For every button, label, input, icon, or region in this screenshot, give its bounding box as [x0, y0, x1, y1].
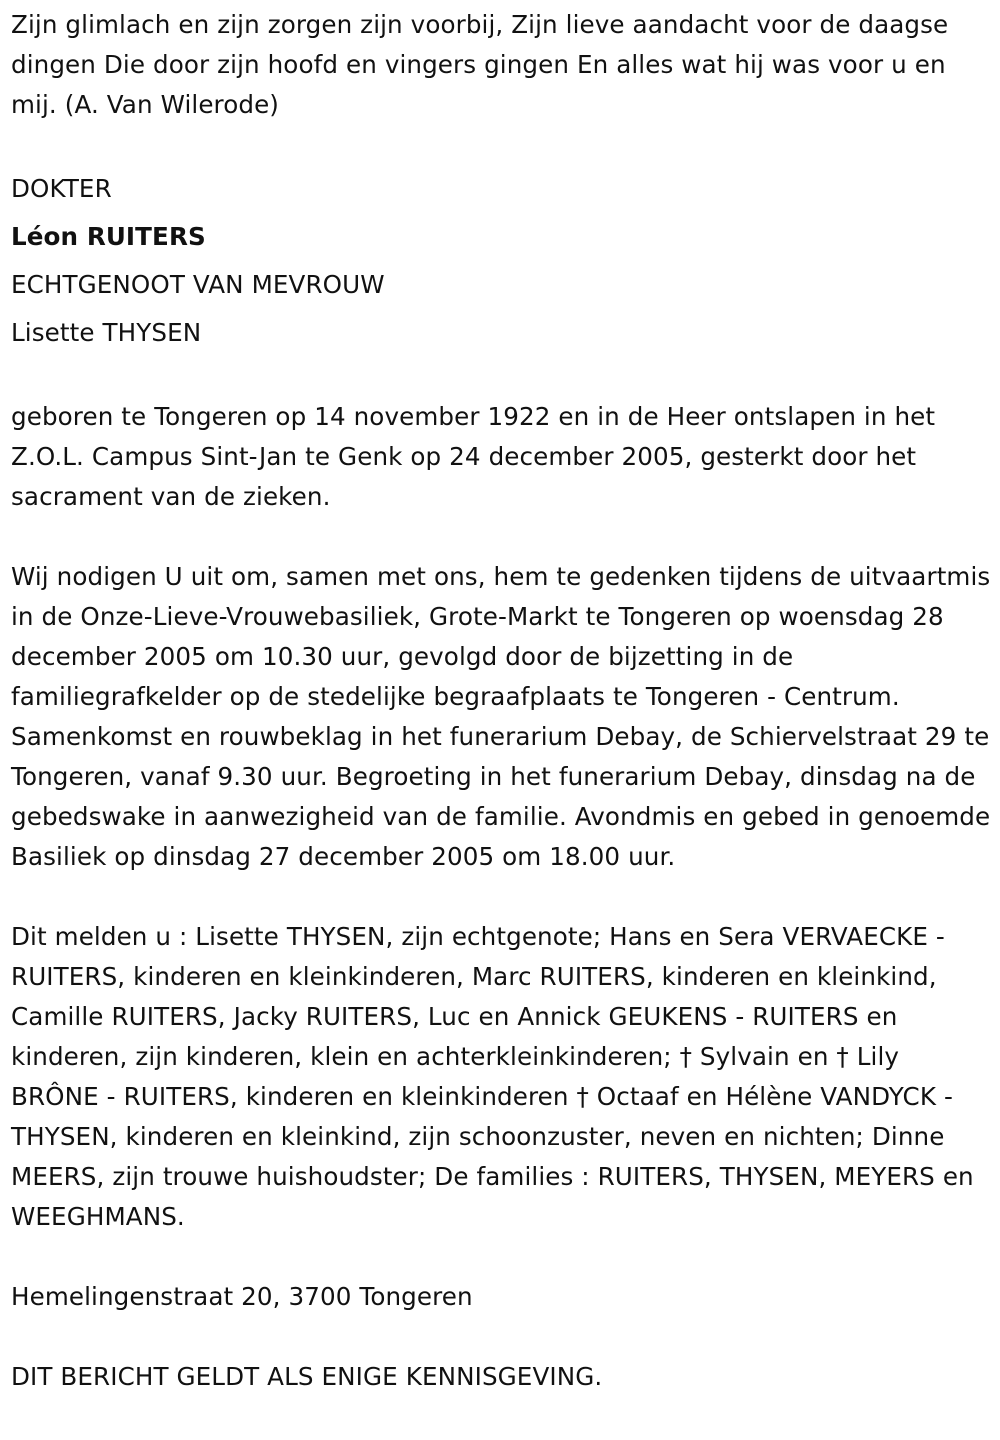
deceased-name: Léon RUITERS [11, 222, 206, 251]
spacer [11, 357, 991, 397]
spacer [11, 877, 991, 917]
title-block [11, 165, 991, 357]
spacer [11, 125, 991, 165]
obituary-document [11, 5, 991, 1397]
birth-death-paragraph: geboren te Tongeren op 14 november 1922 en in de Heer ontslapen in het Z.O.L. Campus Sint-Jan te Genk op 24 december 2005, gesterkt door het sacrament van de zieken. [11, 402, 936, 511]
family-paragraph: Dit melden u : Lisette THYSEN, zijn echtgenote; Hans en Sera VERVAECKE - RUITERS, kinderen en kleinkinderen, Marc RUITERS, kinderen en kleinkind, Camille RUITERS, Jacky RUITERS, Luc en Annick GEUKENS - RUITERS en kinderen, zijn kinderen, klein en achterkleinkinderen; † Sylvain en † Lily BRÔNE - RUITERS, kinderen en kleinkinderen † Octaaf en Hélène VANDYCK - THYSEN, kinderen en kleinkind, zijn schoonzuster, neven en nichten; Dinne MEERS, zijn trouwe huishoudster; De families : RUITERS, THYSEN, MEYERS en WEEGHMANS. [11, 922, 974, 1231]
poem-quote: Zijn glimlach en zijn zorgen zijn voorbij, Zijn lieve aandacht voor de daagse dingen Die door zijn hoofd en vingers gingen En alles wat hij was voor u en mij. (A. Van Wilerode) [11, 10, 949, 119]
address-line: Hemelingenstraat 20, 3700 Tongeren [11, 1282, 473, 1311]
invitation-paragraph: Wij nodigen U uit om, samen met ons, hem te gedenken tijdens de uitvaartmis in de Onze-Lieve-Vrouwebasiliek, Grote-Markt te Tongeren op woensdag 28 december 2005 om 10.30 uur, gevolgd door de bijzetting in de familiegrafkelder op de stedelijke begraafplaats te Tongeren - Centrum. Samenkomst en rouwbeklag in het funerarium Debay, de Schiervelstraat 29 te Tongeren, vanaf 9.30 uur. Begroeting in het funerarium Debay, dinsdag na de gebedswake in aanwezigheid van de familie. Avondmis en gebed in genoemde Basiliek op dinsdag 27 december 2005 om 18.00 uur. [11, 562, 991, 871]
relation-line: ECHTGENOOT VAN MEVROUW [11, 270, 385, 299]
spacer [11, 1317, 991, 1357]
notice-line: DIT BERICHT GELDT ALS ENIGE KENNISGEVING. [11, 1362, 603, 1391]
spacer [11, 517, 991, 557]
spouse-name: Lisette THYSEN [11, 318, 202, 347]
spacer [11, 1237, 991, 1277]
profession-line: DOKTER [11, 174, 112, 203]
